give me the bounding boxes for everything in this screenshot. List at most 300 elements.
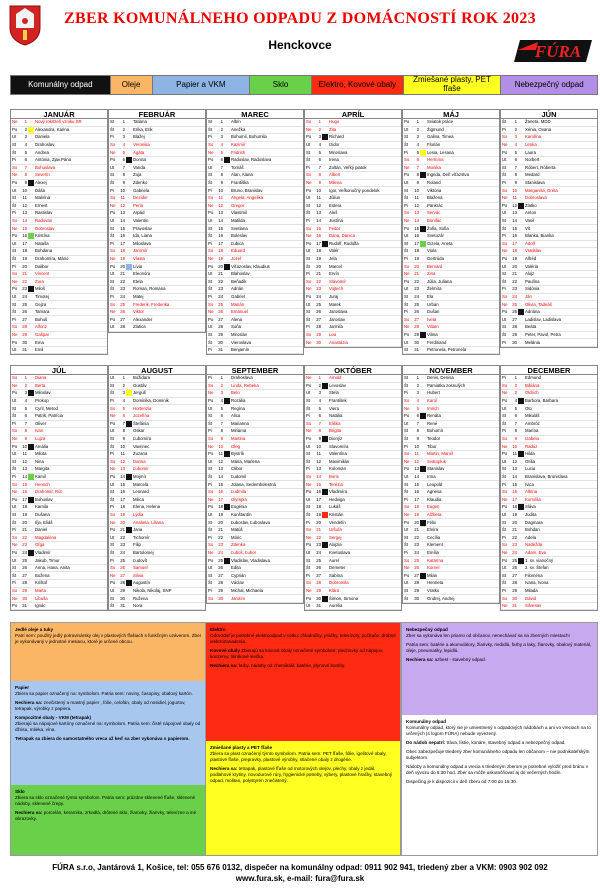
weekday: Po <box>306 595 312 601</box>
day-row <box>109 203 205 211</box>
day-row <box>207 271 303 279</box>
collection-marker <box>28 248 34 254</box>
info-text: azbest - stavebný odpad. <box>434 657 486 662</box>
nameday: Dana, Danica <box>329 233 356 239</box>
collection-marker <box>224 580 230 586</box>
nameday: Viliam <box>427 324 439 330</box>
collection-marker <box>28 264 34 270</box>
day-number: 11 <box>414 195 419 201</box>
collection-marker <box>28 172 34 178</box>
weekday: Št <box>110 549 115 555</box>
info-heading: Nechiera sa: <box>15 700 44 705</box>
day-number: 7 <box>514 420 517 426</box>
weekday: Št <box>208 180 213 186</box>
weekday: Ut <box>12 504 17 510</box>
weekday: Po <box>208 316 214 322</box>
day-row <box>109 580 205 588</box>
day-row <box>207 165 303 173</box>
collection-marker <box>28 203 34 209</box>
nameday: Stanislava <box>525 180 545 186</box>
day-row <box>207 339 303 347</box>
info-paragraph <box>15 810 203 822</box>
collection-marker <box>224 428 230 434</box>
info-paragraph <box>406 627 593 639</box>
day-row <box>207 301 303 309</box>
nameday: Pamiatka zosnulých <box>427 382 466 388</box>
day-row <box>11 225 107 233</box>
day-number: 28 <box>316 580 321 586</box>
day-number: 27 <box>120 572 125 578</box>
day-row <box>109 603 205 611</box>
collection-marker <box>322 596 328 602</box>
collection-marker <box>28 497 34 503</box>
day-row <box>501 271 597 279</box>
weekday: Pi <box>208 240 212 246</box>
day-number: 3 <box>514 390 517 396</box>
weekday: Št <box>306 511 311 517</box>
nameday: Ignác <box>35 603 46 609</box>
day-number: 1 <box>416 375 419 381</box>
collection-marker <box>126 157 132 163</box>
weekday: Št <box>110 286 115 292</box>
nameday: Vlastimil <box>231 210 247 216</box>
day-row <box>501 557 597 565</box>
collection-marker <box>126 127 132 133</box>
nameday: Sabína <box>329 572 343 578</box>
collection-marker <box>420 383 426 389</box>
day-row <box>207 588 303 596</box>
nameday: Mária, Marlena <box>231 458 260 464</box>
weekday: Ne <box>306 339 312 345</box>
day-row <box>109 504 205 512</box>
day-row <box>501 309 597 317</box>
day-number: 12 <box>414 202 419 208</box>
month-0 <box>10 109 108 355</box>
day-row <box>501 210 597 218</box>
month-2 <box>206 109 304 355</box>
day-row <box>109 557 205 565</box>
nameday: Lýdia <box>133 511 144 517</box>
nameday: 2. sv. Štefan <box>525 565 549 571</box>
nameday: Dobroslav <box>35 225 55 231</box>
nameday: Bartolomej <box>133 549 154 555</box>
nameday: Miloslav <box>35 390 51 396</box>
day-row <box>501 172 597 180</box>
nameday: Hortenzia <box>133 405 152 411</box>
day-number: 21 <box>120 271 125 277</box>
day-row <box>11 497 107 505</box>
weekday: So <box>12 324 18 330</box>
weekday: Po <box>12 603 18 609</box>
collection-marker <box>420 428 426 434</box>
nameday: Lesia, Lesana <box>427 149 454 155</box>
nameday: Miloš <box>35 286 46 292</box>
day-number: 29 <box>22 331 27 337</box>
weekday: St <box>208 278 213 284</box>
collection-marker <box>224 256 230 262</box>
collection-marker <box>224 535 230 541</box>
day-row <box>501 413 597 421</box>
weekday: So <box>12 428 18 434</box>
day-row <box>11 474 107 482</box>
day-row <box>109 271 205 279</box>
collection-marker <box>224 233 230 239</box>
nameday: Vratislav <box>525 248 542 254</box>
collection-marker <box>224 180 230 186</box>
day-number: 28 <box>120 324 125 330</box>
nameday: Milena <box>329 180 342 186</box>
day-number: 2 <box>122 382 125 388</box>
day-number: 9 <box>416 436 419 442</box>
day-number: 25 <box>512 301 517 307</box>
day-number: 16 <box>120 233 125 239</box>
info-text: Obec zabezpečuje triedený zber komunálneho odpadu len občanom – nie podnikateľským subjektom. <box>406 749 590 760</box>
weekday: Ne <box>502 390 508 396</box>
nameday: Teodor <box>427 436 441 442</box>
nameday: Žofia, Sofia <box>427 225 449 231</box>
nameday: Šimon, Simona <box>329 595 359 601</box>
day-row <box>207 180 303 188</box>
day-number: 23 <box>120 286 125 292</box>
day-number: 17 <box>120 240 125 246</box>
collection-marker <box>126 119 132 125</box>
nameday: Alfréd <box>525 255 537 261</box>
day-number: 25 <box>316 557 321 563</box>
day-number: 2 <box>318 126 321 132</box>
day-row <box>403 187 499 195</box>
collection-marker <box>322 233 328 239</box>
day-row <box>403 195 499 203</box>
weekday: Št <box>306 157 311 163</box>
day-row <box>109 451 205 459</box>
day-row <box>501 405 597 413</box>
day-number: 8 <box>122 172 125 178</box>
day-row <box>501 421 597 429</box>
day-number: 28 <box>316 324 321 330</box>
weekday: St <box>110 489 115 495</box>
collection-marker <box>322 340 328 346</box>
weekday: So <box>12 481 18 487</box>
weekday: Ut <box>12 240 17 246</box>
weekday: St <box>208 172 213 178</box>
weekday: Ne <box>208 496 214 502</box>
collection-marker <box>420 527 426 533</box>
day-number: 21 <box>22 527 27 533</box>
day-number: 17 <box>512 496 517 502</box>
day-number: 24 <box>120 293 125 299</box>
day-row <box>109 127 205 135</box>
nameday: Rastislav <box>35 210 53 216</box>
weekday: So <box>306 278 312 284</box>
day-row <box>305 383 401 391</box>
weekday: Ut <box>208 218 213 224</box>
nameday: Imrich <box>427 405 439 411</box>
day-row <box>11 459 107 467</box>
collection-marker <box>420 474 426 480</box>
nameday: Irma <box>427 474 436 480</box>
collection-marker <box>322 165 328 171</box>
day-number: 14 <box>316 474 321 480</box>
day-number: 29 <box>512 587 517 593</box>
day-row <box>207 413 303 421</box>
weekday: Pi <box>110 557 114 563</box>
weekday: Pi <box>502 180 506 186</box>
nameday: Ivica <box>525 481 534 487</box>
nameday: Milota <box>35 451 47 457</box>
day-row <box>501 187 597 195</box>
day-row <box>501 127 597 135</box>
day-number: 23 <box>22 542 27 548</box>
collection-marker <box>420 535 426 541</box>
day-row <box>11 263 107 271</box>
day-row <box>109 542 205 550</box>
day-number: 20 <box>218 263 223 269</box>
nameday: Alexej <box>35 180 47 186</box>
nameday: Alojz <box>525 271 535 277</box>
day-row <box>403 588 499 596</box>
weekday: St <box>404 587 409 593</box>
day-number: 11 <box>218 195 223 201</box>
day-number: 5 <box>416 149 419 155</box>
collection-marker <box>518 542 524 548</box>
weekday: So <box>110 565 116 571</box>
day-number: 29 <box>414 587 419 593</box>
info-heading: Papier <box>15 685 30 690</box>
weekday: Št <box>404 195 409 201</box>
weekday: Pi <box>502 126 506 132</box>
day-number: 16 <box>414 489 419 495</box>
collection-marker <box>28 520 34 526</box>
day-row <box>305 421 401 429</box>
day-row <box>207 497 303 505</box>
day-row <box>305 497 401 505</box>
weekday: Ut <box>306 195 311 201</box>
collection-marker <box>126 504 132 510</box>
nameday: Gašpar <box>35 331 50 337</box>
weekday: So <box>502 134 508 140</box>
weekday: Pi <box>208 375 212 381</box>
collection-marker <box>224 134 230 140</box>
day-number: 25 <box>120 301 125 307</box>
collection-marker <box>322 157 328 163</box>
day-row <box>11 218 107 226</box>
collection-marker <box>518 294 524 300</box>
weekday: Po <box>208 557 214 563</box>
day-row <box>109 405 205 413</box>
collection-marker <box>518 309 524 315</box>
weekday: Ut <box>306 142 311 148</box>
nameday: Barbora, Barbara <box>525 398 558 404</box>
nameday: Zina <box>427 271 436 277</box>
weekday: Št <box>306 405 311 411</box>
day-number: 17 <box>22 240 27 246</box>
day-row <box>207 428 303 436</box>
info-paragraph <box>15 715 203 733</box>
day-row <box>501 595 597 603</box>
day-row <box>207 383 303 391</box>
weekday: Po <box>12 443 18 449</box>
weekday: Ut <box>208 164 213 170</box>
weekday: Št <box>306 263 311 269</box>
weekday: Ne <box>502 142 508 148</box>
day-number: 13 <box>414 466 419 472</box>
nameday: Eliška <box>329 420 341 426</box>
nameday: Vanda <box>133 164 146 170</box>
weekday: So <box>502 595 508 601</box>
collection-marker <box>126 271 132 277</box>
day-number: 19 <box>316 511 321 517</box>
day-row <box>403 301 499 309</box>
collection-marker <box>224 489 230 495</box>
day-number: 1 <box>122 375 125 381</box>
nameday: Žaneta, MDD <box>525 119 551 125</box>
nameday: Edmund <box>525 375 542 381</box>
day-row <box>305 233 401 241</box>
day-number: 20 <box>414 519 419 525</box>
collection-marker <box>322 172 328 178</box>
collection-marker <box>28 535 34 541</box>
day-row <box>207 375 303 383</box>
day-row <box>501 481 597 489</box>
weekday: St <box>404 428 409 434</box>
day-number: 1 <box>514 375 517 381</box>
day-number: 26 <box>316 565 321 571</box>
weekday: So <box>110 301 116 307</box>
weekday: Št <box>502 580 507 586</box>
collection-marker <box>28 466 34 472</box>
weekday: Ne <box>208 549 214 555</box>
day-number: 27 <box>316 572 321 578</box>
day-number: 8 <box>318 428 321 434</box>
day-row <box>109 324 205 332</box>
weekday: Ut <box>12 398 17 404</box>
collection-marker <box>420 302 426 308</box>
day-number: 8 <box>24 172 27 178</box>
nameday: Kazimír <box>231 142 246 148</box>
day-row <box>305 271 401 279</box>
day-number: 11 <box>316 195 321 201</box>
day-number: 10 <box>120 443 125 449</box>
collection-marker <box>518 218 524 224</box>
legend-item: Komunálny odpad <box>11 76 111 94</box>
day-number: 31 <box>22 347 27 353</box>
day-number: 15 <box>218 481 223 487</box>
day-number: 24 <box>218 549 223 555</box>
day-number: 6 <box>122 413 125 419</box>
collection-marker <box>322 489 328 495</box>
day-number: 14 <box>512 218 517 224</box>
weekday: St <box>502 218 507 224</box>
nameday: Filip <box>133 542 141 548</box>
collection-marker <box>224 142 230 148</box>
collection-marker <box>224 390 230 396</box>
nameday: Jela <box>329 255 337 261</box>
collection-marker <box>322 256 328 262</box>
nameday: Eugen <box>427 504 440 510</box>
nameday: Václav <box>231 580 244 586</box>
day-row <box>207 119 303 127</box>
nameday: Kornel <box>427 565 440 571</box>
day-row <box>109 316 205 324</box>
collection-marker <box>322 603 328 609</box>
nameday: Laura <box>525 149 536 155</box>
nameday: Boris <box>329 474 339 480</box>
day-number: 16 <box>512 233 517 239</box>
month-name: APRÍL <box>305 110 401 119</box>
day-row <box>403 157 499 165</box>
nameday: Agáta <box>133 149 145 155</box>
info-heading: Elektro <box>210 627 226 632</box>
collection-marker <box>518 573 524 579</box>
collection-marker <box>420 226 426 232</box>
nameday: Hedviga <box>329 496 345 502</box>
collection-marker <box>224 172 230 178</box>
nameday: Fedor <box>329 225 341 231</box>
day-number: 26 <box>120 565 125 571</box>
day-row <box>109 512 205 520</box>
collection-marker <box>420 459 426 465</box>
day-row <box>11 405 107 413</box>
collection-marker <box>518 596 524 602</box>
collection-marker <box>28 375 34 381</box>
nameday: Benjamín <box>231 347 250 353</box>
nameday: Ľubica <box>231 240 244 246</box>
weekday: Po <box>306 436 312 442</box>
day-row <box>305 519 401 527</box>
collection-marker <box>126 241 132 247</box>
day-number: 13 <box>316 210 321 216</box>
nameday: Július <box>329 195 340 201</box>
collection-marker <box>518 188 524 194</box>
collection-marker <box>126 294 132 300</box>
weekday: Ut <box>110 428 115 434</box>
weekday: St <box>404 534 409 540</box>
day-number: 13 <box>218 210 223 216</box>
day-number: 5 <box>24 405 27 411</box>
day-number: 13 <box>512 210 517 216</box>
weekday: Ne <box>502 195 508 201</box>
collection-marker <box>322 127 328 133</box>
info-text: Dispečing je k dispozícii v deň zberu od 7:00 do 15:30. <box>406 779 518 784</box>
nameday: Viola <box>427 248 437 254</box>
nameday: Adrián <box>231 286 244 292</box>
weekday: Št <box>110 390 115 396</box>
collection-marker <box>420 347 426 353</box>
day-number: 25 <box>316 301 321 307</box>
day-row <box>501 428 597 436</box>
day-row <box>11 165 107 173</box>
day-row <box>207 451 303 459</box>
weekday: Št <box>208 286 213 292</box>
day-number: 2 <box>122 126 125 132</box>
weekday: St <box>502 413 507 419</box>
day-number: 30 <box>512 595 517 601</box>
day-row <box>207 149 303 157</box>
day-number: 28 <box>120 580 125 586</box>
weekday: Ne <box>502 549 508 555</box>
weekday: Pi <box>404 390 408 396</box>
day-number: 7 <box>220 420 223 426</box>
day-number: 21 <box>316 271 321 277</box>
day-number: 10 <box>512 443 517 449</box>
collection-marker <box>224 596 230 602</box>
collection-marker <box>420 489 426 495</box>
day-number: 12 <box>512 202 517 208</box>
day-row <box>11 119 107 127</box>
day-number: 15 <box>512 225 517 231</box>
nameday: Olympia <box>231 496 247 502</box>
day-row <box>11 210 107 218</box>
